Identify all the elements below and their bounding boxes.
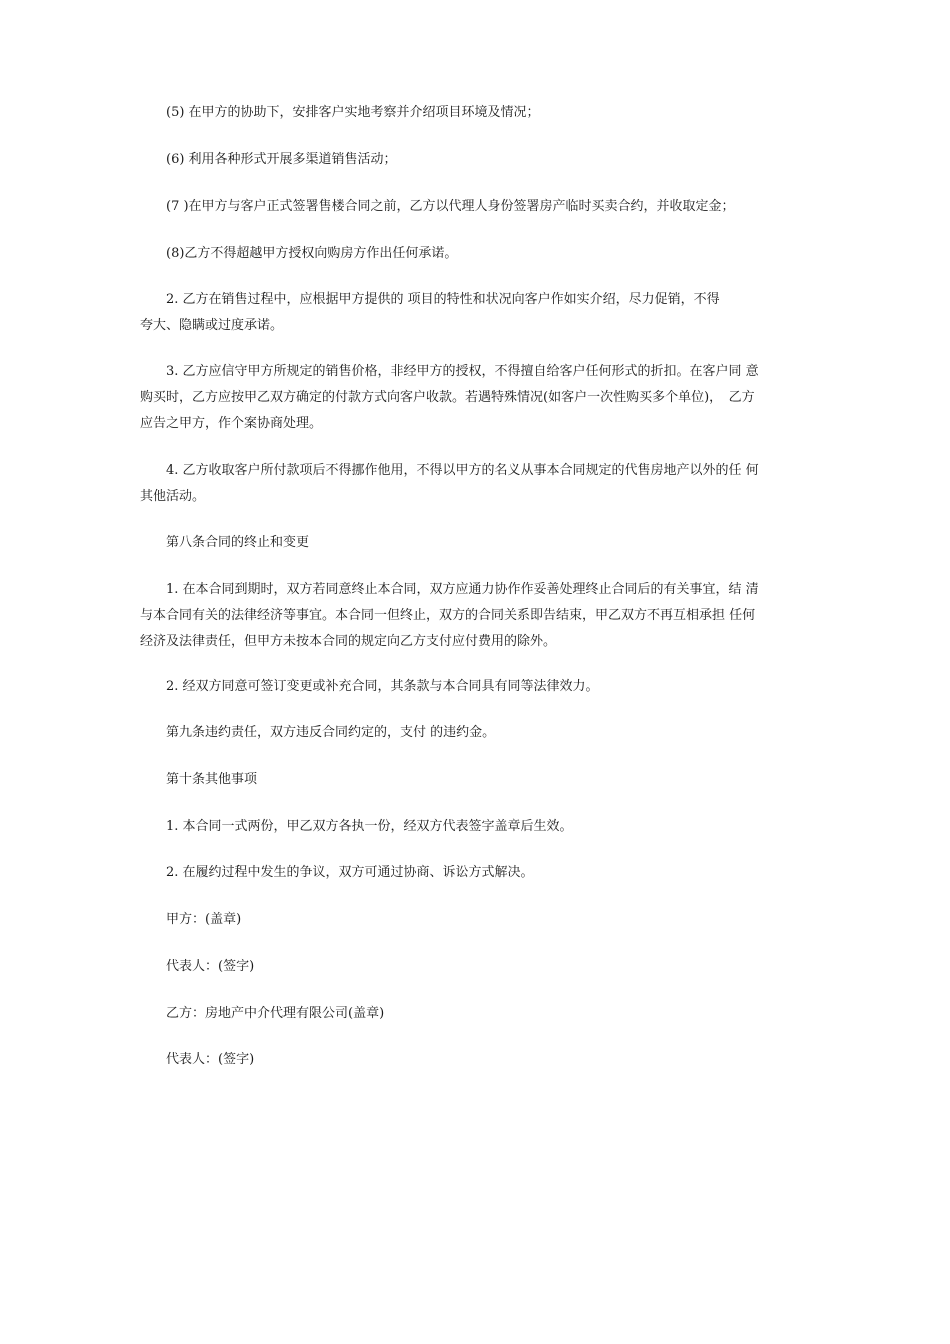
paragraph-line: 甲方：(盖章) xyxy=(140,912,242,927)
paragraph-item-6 xyxy=(140,147,816,173)
paragraph-line: 2. 经双方同意可签订变更或补充合同，其条款与本合同具有同等法律效力。 xyxy=(140,679,599,694)
signature-party-b xyxy=(140,1001,816,1027)
section-heading-article-9 xyxy=(140,720,816,746)
paragraph-item-7 xyxy=(140,194,816,220)
paragraph-line: 与本合同有关的法律经济等事宜。本合同一但终止，双方的合同关系即告结束，甲乙双方不再互相承担 任何 xyxy=(140,608,756,623)
paragraph-line: (7 )在甲方与客户正式签署售楼合同之前，乙方以代理人身份签署房产临时买卖合约，并收取定金； xyxy=(140,199,735,214)
section-heading-article-10 xyxy=(140,767,816,793)
paragraph-termination-1 xyxy=(140,577,816,655)
paragraph-line: 2. 在履约过程中发生的争议，双方可通过协商、诉讼方式解决。 xyxy=(140,865,534,880)
paragraph-line: (8)乙方不得超越甲方授权向购房方作出任何承诺。 xyxy=(140,246,458,261)
signature-representative-a xyxy=(140,954,816,980)
paragraph-line: 2. 乙方在销售过程中，应根据甲方提供的 项目的特性和状况向客户作如实介绍，尽力促销，不得 xyxy=(140,292,720,307)
section-heading-article-8 xyxy=(140,530,816,556)
paragraph-line: 第九条违约责任，双方违反合同约定的，支付 的违约金。 xyxy=(140,725,496,740)
paragraph-line: 第十条其他事项 xyxy=(140,772,258,787)
paragraph-line: (6) 利用各种形式开展多渠道销售活动； xyxy=(140,152,397,167)
paragraph-item-8 xyxy=(140,241,816,267)
paragraph-line: 代表人：(签字) xyxy=(140,959,255,974)
paragraph-line: 经济及法律责任，但甲方未按本合同的规定向乙方支付应付费用的除外。 xyxy=(140,634,557,649)
paragraph-line: 购买时，乙方应按甲乙双方确定的付款方式向客户收款。若遇特殊情况(如客户一次性购买多个单位)， 乙方 xyxy=(140,390,755,405)
paragraph-clause-3 xyxy=(140,359,816,437)
paragraph-line: 3. 乙方应信守甲方所规定的销售价格，非经甲方的授权，不得擅自给客户任何形式的折扣。在客户同 意 xyxy=(140,364,759,379)
paragraph-termination-2 xyxy=(140,674,816,700)
paragraph-clause-4 xyxy=(140,458,816,510)
paragraph-line: 应告之甲方，作个案协商处理。 xyxy=(140,416,323,431)
paragraph-line: 其他活动。 xyxy=(140,489,206,504)
paragraph-other-2 xyxy=(140,860,816,886)
paragraph-line: 代表人：(签字) xyxy=(140,1052,255,1067)
paragraph-clause-2 xyxy=(140,287,816,339)
paragraph-line: 1. 在本合同到期时，双方若同意终止本合同，双方应通力协作作妥善处理终止合同后的有关事宜，结 清 xyxy=(140,582,759,597)
paragraph-line: 4. 乙方收取客户所付款项后不得挪作他用，不得以甲方的名义从事本合同规定的代售房地产以外的任 何 xyxy=(140,463,759,478)
signature-representative-b xyxy=(140,1047,816,1073)
paragraph-line: (5) 在甲方的协助下，安排客户实地考察并介绍项目环境及情况； xyxy=(140,105,540,120)
paragraph-line: 乙方：房地产中介代理有限公司(盖章) xyxy=(140,1006,385,1021)
paragraph-other-1 xyxy=(140,814,816,840)
paragraph-line: 第八条合同的终止和变更 xyxy=(140,535,310,550)
paragraph-line: 1. 本合同一式两份，甲乙双方各执一份，经双方代表签字盖章后生效。 xyxy=(140,819,573,834)
paragraph-line: 夸大、隐瞒或过度承诺。 xyxy=(140,318,284,333)
signature-party-a xyxy=(140,907,816,933)
paragraph-item-5 xyxy=(140,100,816,126)
